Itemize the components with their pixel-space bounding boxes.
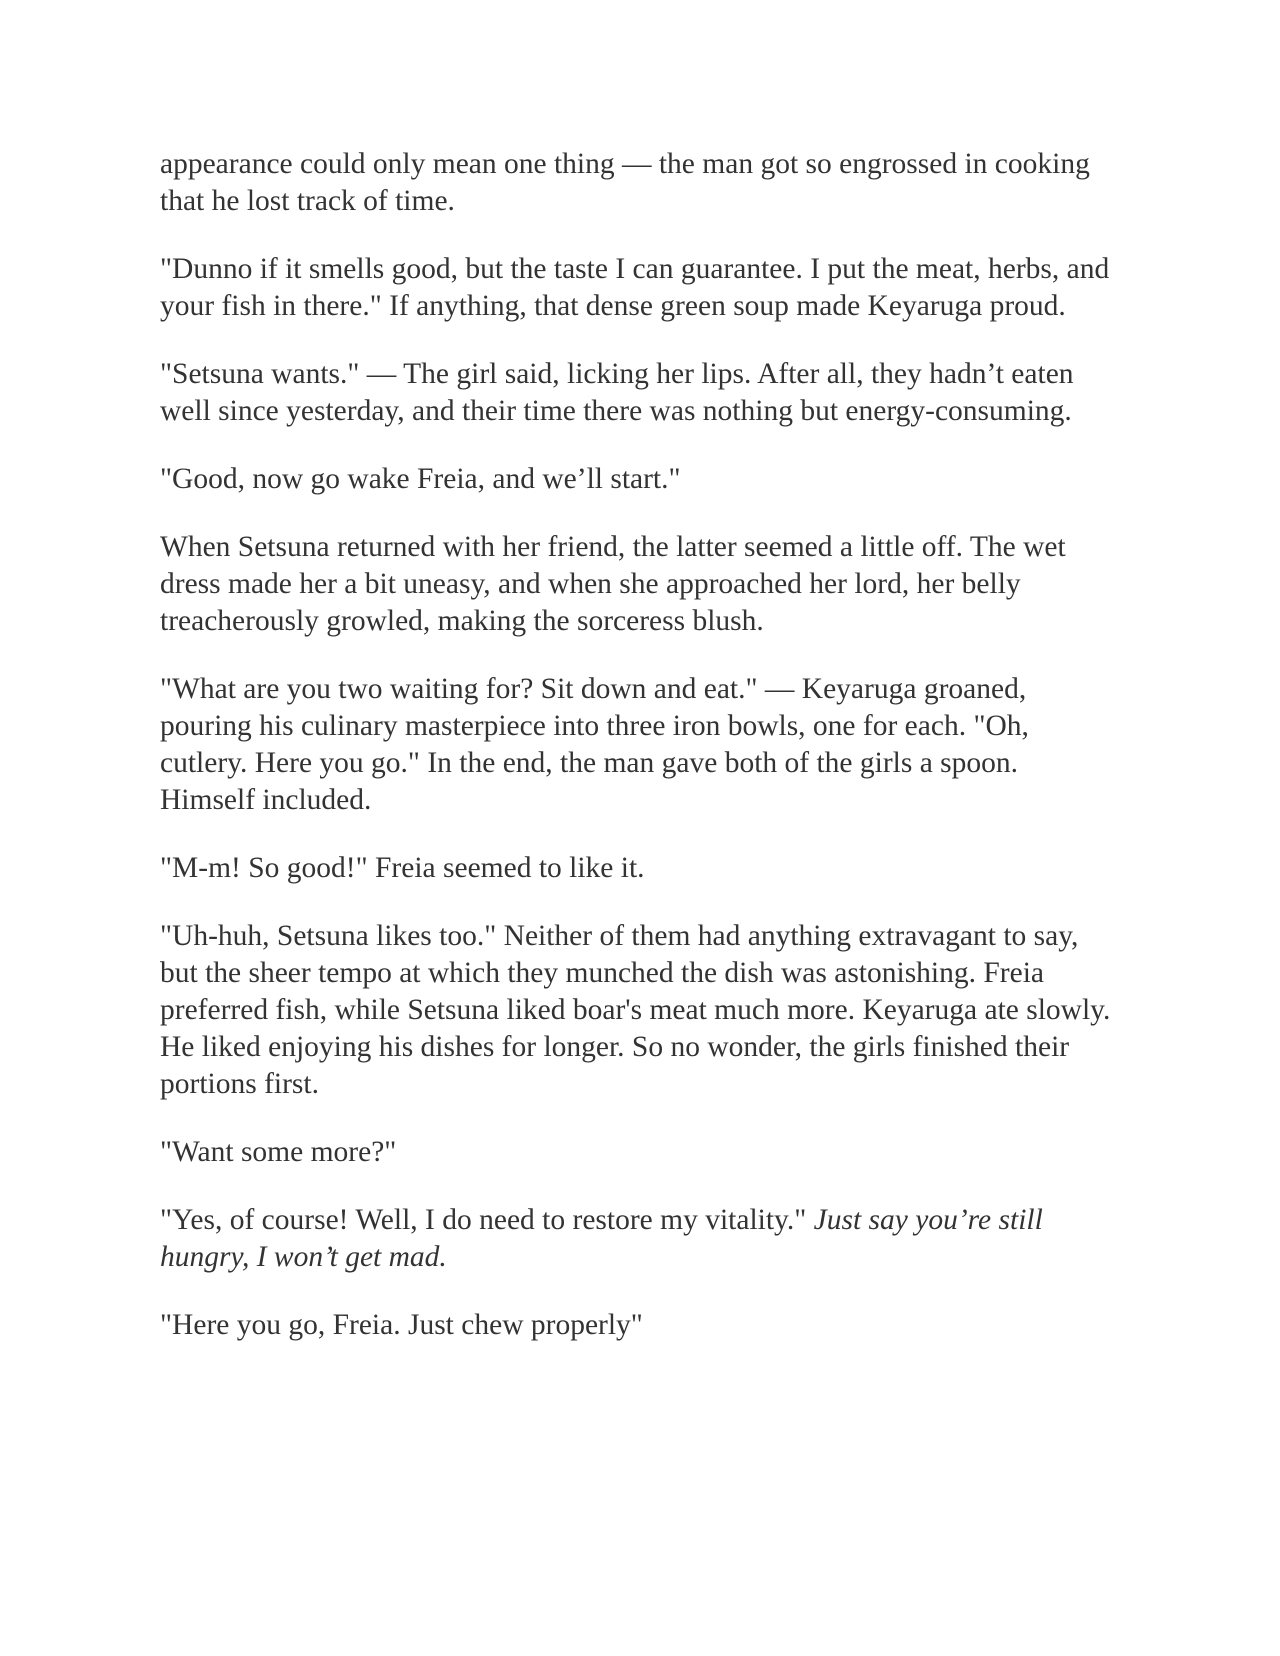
paragraph: "What are you two waiting for? Sit down and eat." — Keyaruga groaned, pouring his culinary masterpiece into three iron bowls, one for each. "Oh, cutlery. Here you go." In the end, the man gave both of the girls a spoon. Himself included. [160, 673, 1029, 816]
paragraph: When Setsuna returned with her friend, the latter seemed a little off. The wet dress made her a bit uneasy, and when she approached her lord, her belly treacherously growled, making the sorceress blush. [160, 531, 1066, 637]
paragraph: "Good, now go wake Freia, and we’ll start." [160, 463, 681, 495]
document-page [160, 146, 1120, 1375]
paragraph: "Here you go, Freia. Just chew properly" [160, 1309, 643, 1341]
paragraph-text: "Yes, of course! Well, I do need to restore my vitality." [160, 1204, 814, 1236]
paragraph: "Dunno if it smells good, but the taste I can guarantee. I put the meat, herbs, and your fish in there." If anything, that dense green soup made Keyaruga proud. [160, 253, 1110, 322]
paragraph: "Want some more?" [160, 1136, 397, 1168]
paragraph: "Setsuna wants." — The girl said, licking her lips. After all, they hadn’t eaten well since yesterday, and their time there was nothing but energy-consuming. [160, 358, 1074, 427]
paragraph: appearance could only mean one thing — the man got so engrossed in cooking that he lost track of time. [160, 148, 1090, 217]
paragraph: "M-m! So good!" Freia seemed to like it. [160, 852, 645, 884]
paragraph-with-italic [160, 1202, 1120, 1276]
paragraph: "Uh-huh, Setsuna likes too." Neither of them had anything extravagant to say, but the sheer tempo at which they munched the dish was astonishing. Freia preferred fish, while Setsuna liked boar's meat much more. Keyaruga ate slowly. He liked enjoying his dishes for longer. So no wonder, the girls finished their portions first. [160, 920, 1111, 1100]
italic-thought: Just say you’re still hungry, I won’t get mad. [160, 1204, 1043, 1273]
